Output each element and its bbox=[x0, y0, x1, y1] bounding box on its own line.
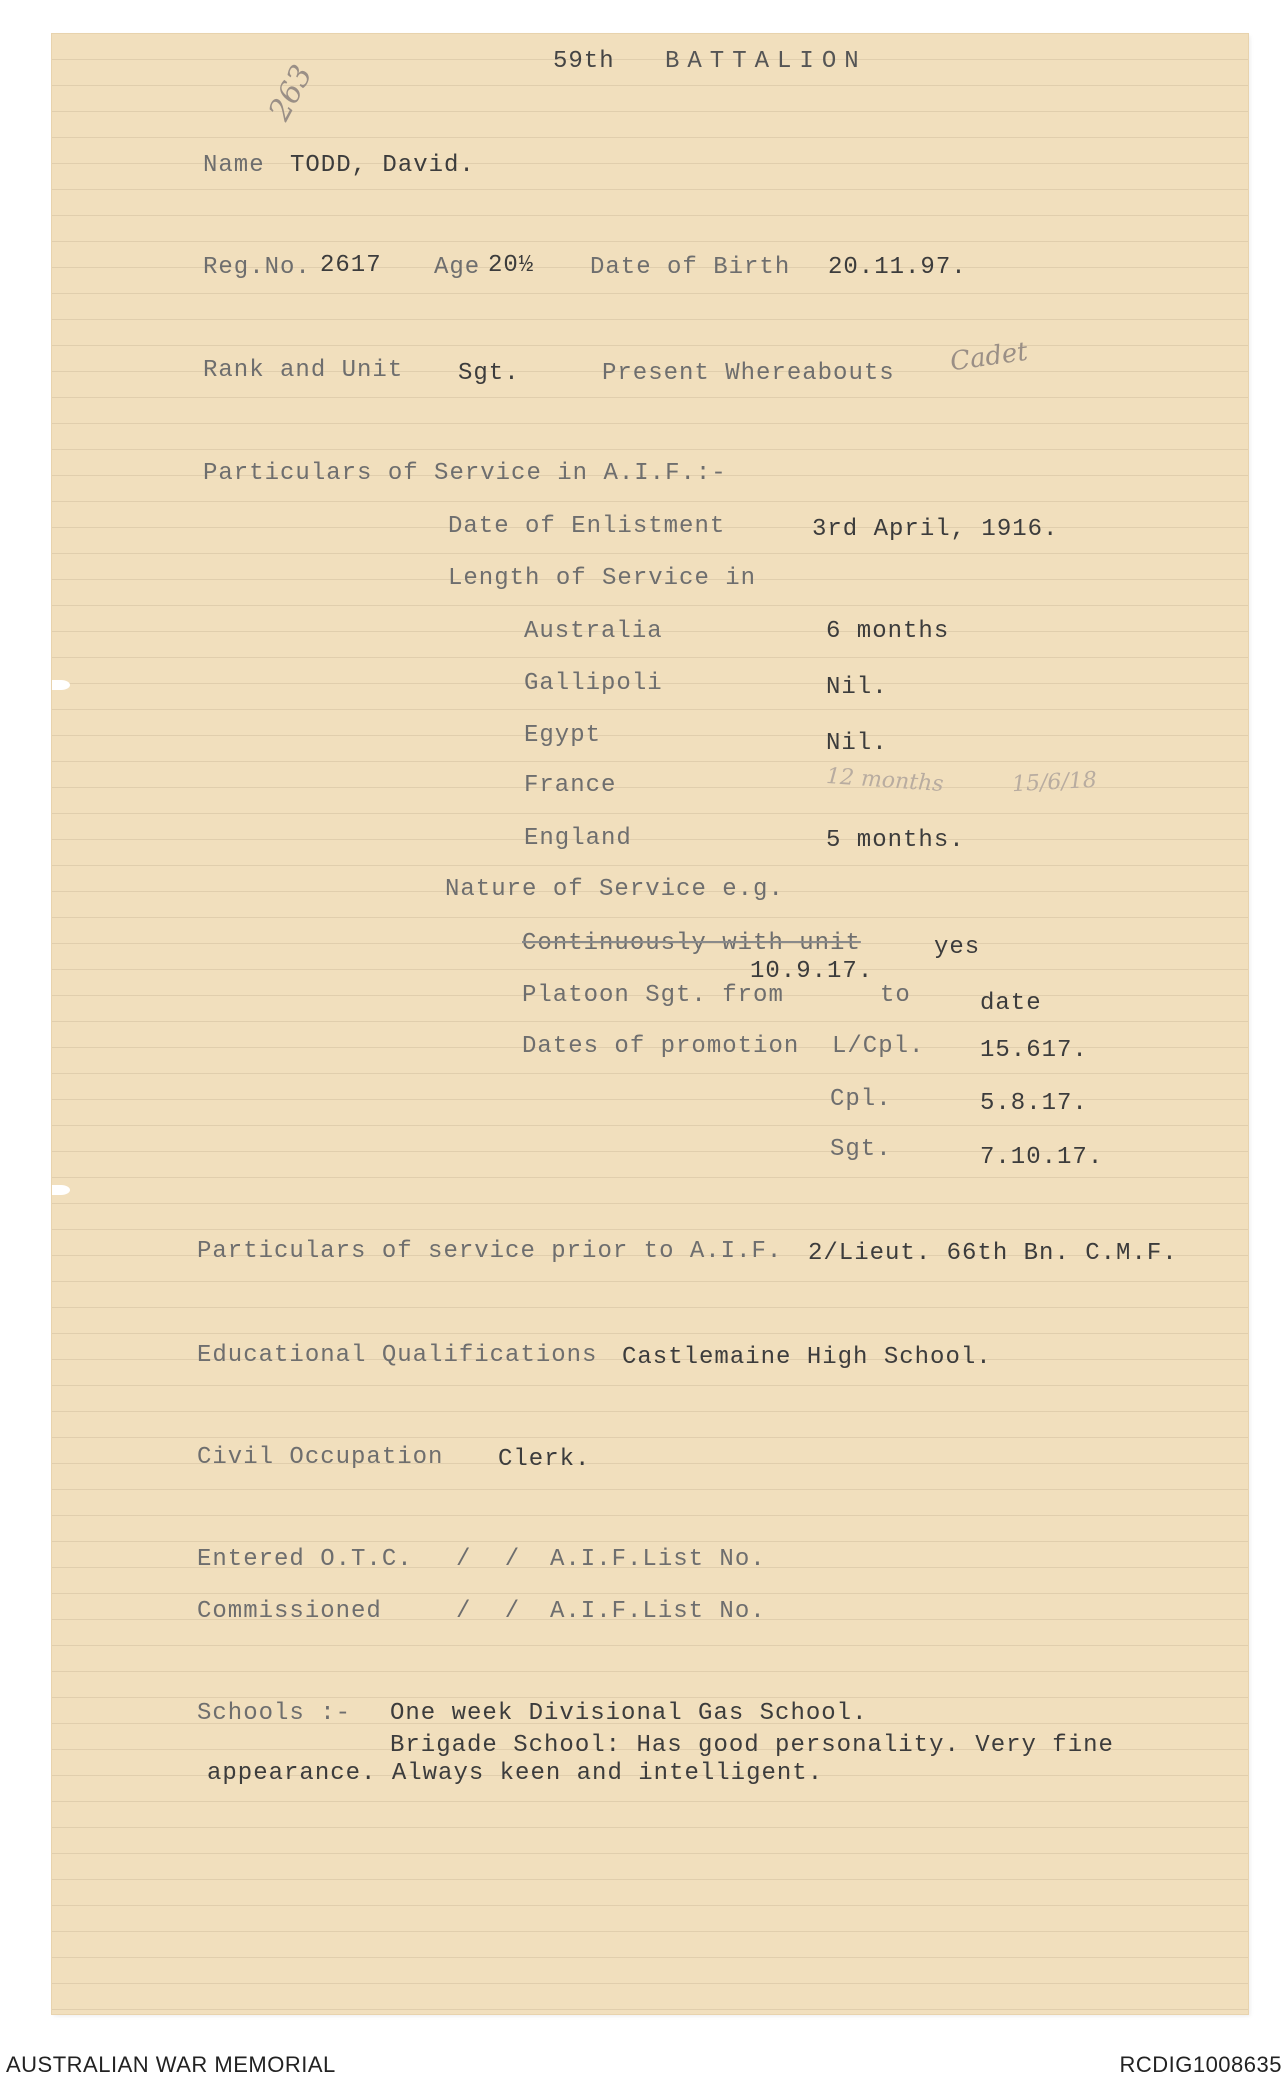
lcpl-label: L/Cpl. bbox=[832, 1033, 925, 1060]
australia-value: 6 months bbox=[826, 618, 950, 645]
dob-value: 20.11.97. bbox=[828, 254, 967, 281]
continuously-value: yes bbox=[934, 934, 981, 961]
gallipoli-label: Gallipoli bbox=[524, 670, 663, 697]
length-label: Length of Service in bbox=[448, 565, 757, 592]
enlistment-value: 3rd April, 1916. bbox=[812, 516, 1059, 543]
footer-record-id: RCDIG1008635 bbox=[1119, 2052, 1282, 2077]
enlistment-label: Date of Enlistment bbox=[448, 513, 726, 540]
commissioned-slashes: / / bbox=[456, 1598, 530, 1625]
sgt-value: 7.10.17. bbox=[980, 1144, 1104, 1171]
schools-line-2: Brigade School: Has good personality. Very fine bbox=[390, 1732, 1114, 1759]
egypt-label: Egypt bbox=[524, 722, 602, 749]
battalion-number: 59th bbox=[553, 48, 615, 75]
education-value: Castlemaine High School. bbox=[622, 1344, 992, 1371]
service-heading: Particulars of Service in A.I.F.:- bbox=[203, 460, 727, 487]
promotion-label: Dates of promotion bbox=[522, 1033, 800, 1060]
commissioned-label: Commissioned bbox=[197, 1598, 382, 1625]
education-label: Educational Qualifications bbox=[197, 1342, 598, 1369]
paper-tear bbox=[52, 680, 70, 690]
sgt-label: Sgt. bbox=[830, 1136, 892, 1163]
commissioned-list-label: A.I.F.List No. bbox=[550, 1598, 766, 1625]
schools-line-1: One week Divisional Gas School. bbox=[390, 1700, 868, 1727]
cpl-value: 5.8.17. bbox=[980, 1090, 1088, 1117]
whereabouts-handwritten: Cadet bbox=[948, 336, 1030, 378]
prior-service-value: 2/Lieut. 66th Bn. C.M.F. bbox=[808, 1240, 1178, 1267]
entered-otc-slashes: / / bbox=[456, 1546, 530, 1573]
platoon-from-date: 10.9.17. bbox=[750, 958, 874, 985]
egypt-value: Nil. bbox=[826, 730, 888, 757]
age-label: Age bbox=[434, 254, 481, 281]
gallipoli-value: Nil. bbox=[826, 674, 888, 701]
france-date-handwritten: 15/6/18 bbox=[1011, 767, 1098, 798]
footer-institution: AUSTRALIAN WAR MEMORIAL bbox=[6, 2052, 336, 2077]
rank-label: Rank and Unit bbox=[203, 357, 404, 384]
dob-label: Date of Birth bbox=[590, 254, 791, 281]
cpl-label: Cpl. bbox=[830, 1086, 892, 1113]
page-number: 263 bbox=[262, 59, 320, 127]
prior-service-label: Particulars of service prior to A.I.F. bbox=[197, 1238, 783, 1265]
occupation-value: Clerk. bbox=[498, 1446, 591, 1473]
australia-label: Australia bbox=[524, 618, 663, 645]
reg-label: Reg.No. bbox=[203, 254, 311, 281]
england-label: England bbox=[524, 825, 632, 852]
entered-otc-list-label: A.I.F.List No. bbox=[550, 1546, 766, 1573]
england-value: 5 months. bbox=[826, 827, 965, 854]
platoon-to-label: to bbox=[880, 982, 911, 1009]
continuously-label: Continuously with unit bbox=[522, 930, 861, 957]
platoon-to-value: date bbox=[980, 990, 1042, 1017]
age-value: 20½ bbox=[488, 252, 535, 279]
nature-label: Nature of Service e.g. bbox=[445, 876, 784, 903]
lcpl-value: 15.617. bbox=[980, 1037, 1088, 1064]
platoon-label: Platoon Sgt. from bbox=[522, 982, 784, 1009]
name-value: TODD, David. bbox=[290, 152, 475, 179]
occupation-label: Civil Occupation bbox=[197, 1444, 444, 1471]
rank-value: Sgt. bbox=[458, 360, 520, 387]
name-label: Name bbox=[203, 152, 265, 179]
battalion-title: BATTALION bbox=[665, 48, 867, 75]
france-label: France bbox=[524, 772, 617, 799]
schools-label: Schools :- bbox=[197, 1700, 352, 1727]
paper-tear bbox=[52, 1185, 70, 1195]
reg-value: 2617 bbox=[320, 252, 382, 279]
schools-line-3: appearance. Always keen and intelligent. bbox=[207, 1760, 824, 1787]
entered-otc-label: Entered O.T.C. bbox=[197, 1546, 413, 1573]
whereabouts-label: Present Whereabouts bbox=[602, 360, 895, 387]
france-handwritten: 12 months bbox=[825, 763, 945, 798]
